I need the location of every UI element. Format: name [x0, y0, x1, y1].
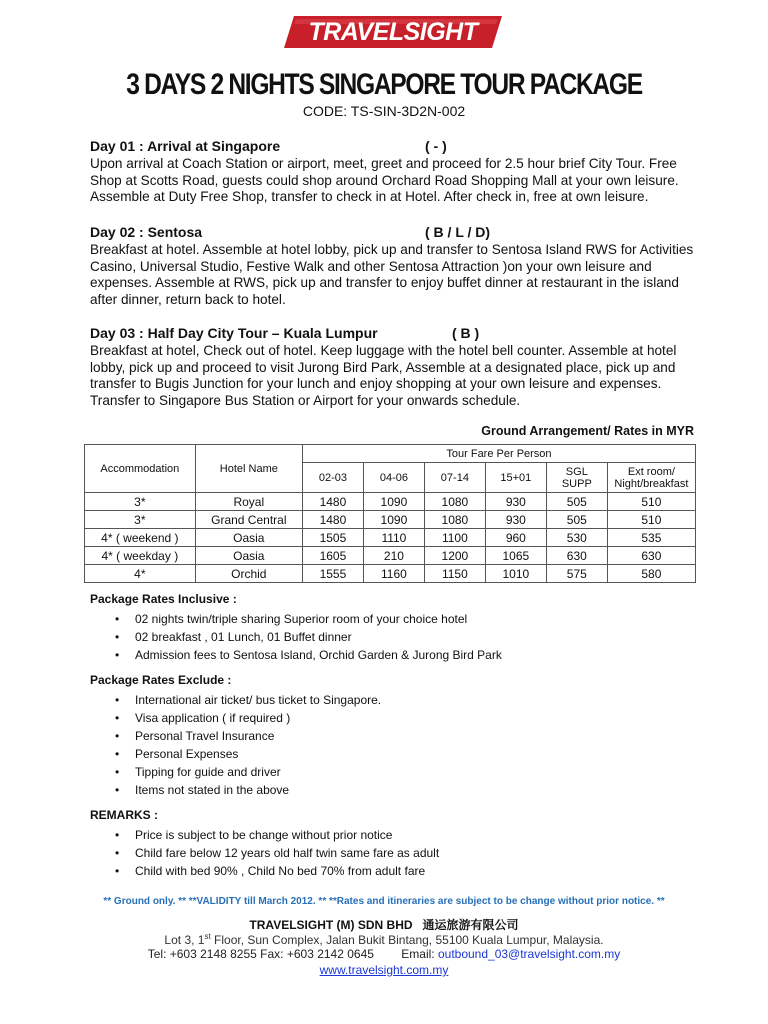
header-pax: 04-06 — [363, 463, 424, 493]
day-1-title: Day 01 : Arrival at Singapore — [90, 138, 281, 154]
validity-note: ** Ground only. ** **VALIDITY till March 2012. ** **Rates and itineraries are subject to be change without prior notice. ** — [103, 896, 665, 907]
header-pax: 07-14 — [424, 463, 485, 493]
list-item: • Personal Expenses — [90, 745, 730, 763]
day-3-meals: ( B ) — [452, 325, 480, 341]
list-item: • Visa application ( if required ) — [90, 709, 730, 727]
day-1-section — [90, 138, 700, 206]
logo-text: TRAVELSIGHT — [308, 18, 478, 46]
table-cell: 505 — [546, 493, 607, 511]
day-3-section — [90, 325, 700, 409]
remarks-title: REMARKS : — [90, 808, 158, 822]
table-cell: 1080 — [424, 493, 485, 511]
table-cell: 575 — [546, 565, 607, 583]
table-cell: 1065 — [485, 547, 546, 565]
header-pax: 02-03 — [302, 463, 363, 493]
list-item: • 02 breakfast , 01 Lunch, 01 Buffet dinner — [90, 628, 730, 646]
day-2-description: Breakfast at hotel. Assemble at hotel lobby, pick up and transfer to Sentosa Island RWS for Activities Casino, Universal Studio, Festive Walk and other Sentosa Attraction )on your own leisure and expenses. Assemble at RWS, pick up and transfer to enjoy buffet dinner at restaurant in the island after dinner, return back to hotel. — [90, 242, 694, 307]
table-row — [85, 547, 696, 565]
table-cell: 1090 — [363, 511, 424, 529]
table-cell: Grand Central — [195, 511, 302, 529]
table-cell: 1555 — [302, 565, 363, 583]
website-link[interactable]: www.travelsight.com.my — [319, 963, 449, 977]
inclusive-section — [90, 592, 730, 664]
table-cell: 510 — [607, 511, 695, 529]
list-item: • 02 nights twin/triple sharing Superior room of your choice hotel — [90, 610, 730, 628]
table-cell: 1080 — [424, 511, 485, 529]
table-cell: 4* ( weekend ) — [85, 529, 196, 547]
remarks-section — [90, 808, 730, 880]
table-cell: 210 — [363, 547, 424, 565]
table-cell: 535 — [607, 529, 695, 547]
table-cell: 960 — [485, 529, 546, 547]
website-line — [0, 963, 768, 977]
header-sgl-supp: SGL SUPP — [546, 463, 607, 493]
company-address — [0, 932, 768, 947]
page-title: 3 DAYS 2 NIGHTS SINGAPORE TOUR PACKAGE — [126, 68, 642, 101]
table-cell: 1480 — [302, 511, 363, 529]
list-item: • Items not stated in the above — [90, 781, 730, 799]
table-cell: 3* — [85, 511, 196, 529]
list-item: • Price is subject to be change without prior notice — [90, 826, 730, 844]
list-item: • Child fare below 12 years old half twin same fare as adult — [90, 844, 730, 862]
table-row — [85, 565, 696, 583]
day-2-section — [90, 224, 700, 308]
table-cell: Royal — [195, 493, 302, 511]
table-cell: 3* — [85, 493, 196, 511]
table-cell: 4* — [85, 565, 196, 583]
table-row — [85, 493, 696, 511]
table-cell: Oasia — [195, 547, 302, 565]
header-tour-fare: Tour Fare Per Person — [302, 445, 695, 463]
email-label: Email: — [401, 947, 438, 961]
day-2-title: Day 02 : Sentosa — [90, 224, 203, 240]
phone-fax: Tel: +603 2148 8255 Fax: +603 2142 0645 — [147, 947, 374, 961]
table-cell: 630 — [546, 547, 607, 565]
header-ext-room: Ext room/ Night/breakfast — [607, 463, 695, 493]
day-2-meals: ( B / L / D) — [425, 224, 491, 240]
address-part: Floor, Sun Complex, Jalan Bukit Bintang, 55100 Kuala Lumpur, Malaysia. — [210, 933, 604, 947]
header-accommodation: Accommodation — [85, 445, 196, 493]
list-item: • International air ticket/ bus ticket to Singapore. — [90, 691, 730, 709]
table-cell: 630 — [607, 547, 695, 565]
day-1-description: Upon arrival at Coach Station or airport, meet, greet and proceed for 2.5 hour brief City Tour. Free Shop at Scotts Road, guests could shop around Orchard Road Shopping Mall at your own leisure. Assemble at Duty Free Shop, transfer to check in at Hotel. After check in, free at own leisure. — [90, 156, 679, 204]
address-part: Lot 3, 1 — [164, 933, 205, 947]
table-cell: 1150 — [424, 565, 485, 583]
table-cell: Orchid — [195, 565, 302, 583]
list-item: • Child with bed 90% , Child No bed 70% from adult fare — [90, 862, 730, 880]
table-cell: 1605 — [302, 547, 363, 565]
table-row — [85, 511, 696, 529]
day-3-title: Day 03 : Half Day City Tour – Kuala Lumpur — [90, 325, 378, 341]
inclusive-title: Package Rates Inclusive : — [90, 592, 237, 606]
list-item: • Tipping for guide and driver — [90, 763, 730, 781]
table-cell: 510 — [607, 493, 695, 511]
address-sup: st — [204, 932, 211, 941]
rates-table — [84, 444, 696, 583]
table-cell: 4* ( weekday ) — [85, 547, 196, 565]
header-pax: 15+01 — [485, 463, 546, 493]
day-1-meals: ( - ) — [425, 138, 447, 154]
table-cell: 1200 — [424, 547, 485, 565]
table-cell: 580 — [607, 565, 695, 583]
table-cell: 930 — [485, 493, 546, 511]
package-code: CODE: TS-SIN-3D2N-002 — [302, 103, 466, 119]
list-item: • Personal Travel Insurance — [90, 727, 730, 745]
day-3-description: Breakfast at hotel, Check out of hotel. Keep luggage with the hotel bell counter. Assemble at hotel lobby, pick up and proceed to visit Jurong Bird Park, Assemble at a designated place, pick up and transfer to Bugis Junction for your lunch and enjoy shopping at your own leisure and expenses. Transfer to Singapore Bus Station or Airport for your onwards schedule. — [90, 343, 677, 408]
header-hotel-name: Hotel Name — [195, 445, 302, 493]
table-cell: 1100 — [424, 529, 485, 547]
exclude-section — [90, 673, 730, 799]
contact-line — [0, 947, 768, 961]
table-cell: 1160 — [363, 565, 424, 583]
table-cell: 930 — [485, 511, 546, 529]
table-cell: 1505 — [302, 529, 363, 547]
rates-caption: Ground Arrangement/ Rates in MYR — [481, 424, 694, 438]
company-name — [0, 916, 768, 933]
list-item: • Admission fees to Sentosa Island, Orchid Garden & Jurong Bird Park — [90, 646, 730, 664]
table-cell: Oasia — [195, 529, 302, 547]
email-link[interactable]: outbound_03@travelsight.com.my — [437, 947, 621, 961]
company-name-cn: 通运旅游有限公司 — [422, 918, 519, 932]
table-cell: 505 — [546, 511, 607, 529]
company-name-en: TRAVELSIGHT (M) SDN BHD — [249, 918, 413, 932]
table-cell: 1090 — [363, 493, 424, 511]
table-cell: 530 — [546, 529, 607, 547]
table-cell: 1110 — [363, 529, 424, 547]
table-cell: 1480 — [302, 493, 363, 511]
exclude-title: Package Rates Exclude : — [90, 673, 232, 687]
table-cell: 1010 — [485, 565, 546, 583]
table-row — [85, 529, 696, 547]
